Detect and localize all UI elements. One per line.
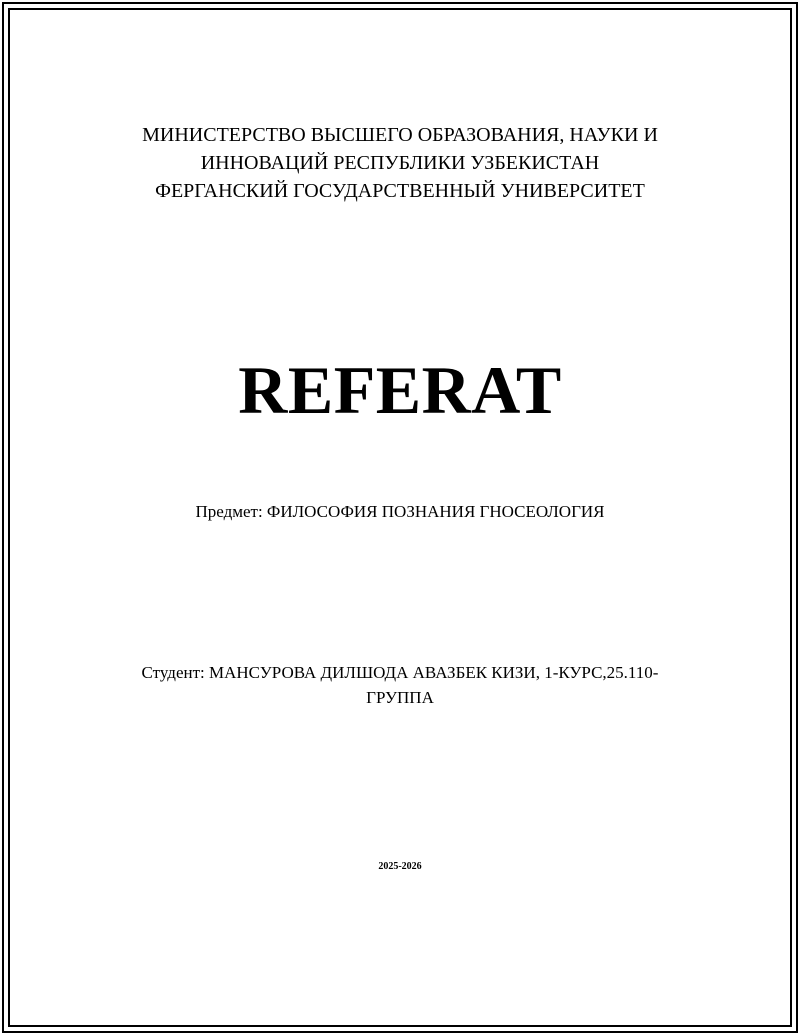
institution-line-3: ФЕРГАНСКИЙ ГОСУДАРСТВЕННЫЙ УНИВЕРСИТЕТ <box>155 180 645 202</box>
institution-line-1: МИНИСТЕРСТВО ВЫСШЕГО ОБРАЗОВАНИЯ, НАУКИ И <box>142 124 658 146</box>
institution-header <box>0 121 800 205</box>
student-line-1: Студент: МАНСУРОВА ДИЛШОДА АВАЗБЕК КИЗИ, 1-КУРС,25.110- <box>141 663 659 682</box>
document-title: REFERAT <box>238 352 562 428</box>
student-line-2: ГРУППА <box>366 688 434 707</box>
academic-year: 2025-2026 <box>378 861 422 872</box>
student-info <box>0 660 800 710</box>
subject-line: Предмет: ФИЛОСОФИЯ ПОЗНАНИЯ ГНОСЕОЛОГИЯ <box>195 502 605 521</box>
institution-line-2: ИННОВАЦИЙ РЕСПУБЛИКИ УЗБЕКИСТАН <box>200 152 600 174</box>
